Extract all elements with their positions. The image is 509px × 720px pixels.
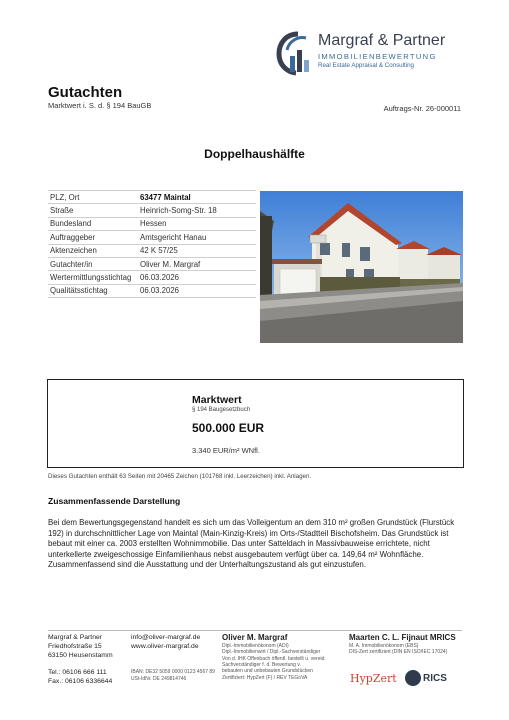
- facts-value: 63477 Maintal: [138, 191, 256, 204]
- facts-value: Heinrich-Somg-Str. 18: [138, 204, 256, 217]
- facts-value: 06.03.2026: [138, 271, 256, 284]
- facts-value: Oliver M. Margraf: [138, 257, 256, 270]
- facts-label: Auftraggeber: [48, 231, 138, 244]
- footer-expert-1-line: Dipl.-Immobilienwirt / Dipl.-Sachverständiger: [222, 649, 321, 656]
- facts-value: 06.03.2026: [138, 284, 256, 297]
- footer-expert-1-line: Sachverständiger f. d. Bewertung v.: [222, 662, 301, 669]
- footer-address: [48, 634, 113, 687]
- property-photo: [260, 191, 463, 343]
- footer-city: 63150 Heusenstamm: [48, 651, 113, 659]
- document-subtitle: Marktwert i. S. d. § 194 BauGB: [48, 101, 152, 110]
- facts-row: [48, 204, 256, 217]
- facts-label: Aktenzeichen: [48, 244, 138, 257]
- hypzert-logo: HypZert: [350, 672, 397, 685]
- object-type-heading: Doppelhaushälfte: [204, 147, 305, 161]
- facts-value: Amtsgericht Hanau: [138, 231, 256, 244]
- footer-expert-1-name: Oliver M. Margraf: [222, 633, 288, 642]
- logo-tagline: IMMOBILIENBEWERTUNG: [318, 52, 437, 61]
- document-title: Gutachten: [48, 84, 123, 101]
- footer-phone: Tel.: 06106 666 111: [48, 669, 107, 677]
- facts-row: [48, 244, 256, 257]
- market-value-title: Marktwert: [192, 394, 242, 406]
- market-value-box: [47, 379, 464, 468]
- market-value-per-sqm: 3.340 EUR/m² WNfl.: [192, 446, 260, 455]
- footer-vat: USt-IdNr. DE 249814746: [131, 675, 187, 682]
- market-value-amount: 500.000 EUR: [192, 421, 265, 435]
- footer-expert-2: [349, 634, 456, 656]
- page-count-note: Dieses Gutachten enthält 63 Seiten mit 20465 Zeichen (101768 inkl. Leerzeichen) inkl. Anlagen.: [48, 473, 312, 480]
- logo-mark-icon: [276, 30, 316, 76]
- footer-expert-1-line: bebauten und unbebauten Grundstücken: [222, 668, 313, 675]
- footer-expert-2-line: M. A. Immobilienökonom (EBS): [349, 642, 419, 649]
- facts-label: Bundesland: [48, 217, 138, 230]
- facts-row: [48, 257, 256, 270]
- summary-heading: Zusammenfassende Darstellung: [48, 496, 181, 506]
- footer-expert-1-line: Zertifiziert: HypZert (F) / REV TEGoVA: [222, 674, 308, 681]
- footer-company: Margraf & Partner: [48, 634, 103, 641]
- logo-name: Margraf & Partner: [318, 32, 446, 49]
- summary-text: Bei dem Bewertungsgegenstand handelt es sich um das Volleigentum an dem 310 m² großen Grundstück (Flurstück 192) in durchschnittlicher Lage von Maintal (Main-Kinzig-Kreis) im Orts-/Stadtteil Bischofsheim. Das Grundstück ist bebaut mit einer ca. 2003 erstellten Wohnimmobilie. Das unter Satteldach in Massivbauweise errichtete, nicht unterkellerte zweigeschossige Einfamilienhaus nebst ausgebautem verfügt über ca. 149,64 m² Wohnfläche. Zusammenfassend sind die Ausstattung und der Unterhaltungszustand als gut einzustufen.: [48, 518, 455, 570]
- facts-row: [48, 231, 256, 244]
- logo-tagline-en: Real Estate Appraisal & Consulting: [318, 62, 414, 69]
- footer-expert-2-line: DIS-Zert zertifiziert (DIN EN ISO/IEC 17024): [349, 649, 448, 656]
- footer-divider: [48, 630, 462, 631]
- facts-label: Qualitätsstichtag: [48, 284, 138, 297]
- footer-iban: IBAN: DE32 5059 0000 0123 4567 89: [131, 669, 215, 676]
- market-value-reference: § 194 Baugesetzbuch: [192, 407, 251, 413]
- rics-mark-icon: [405, 670, 421, 686]
- facts-row: [48, 271, 256, 284]
- property-facts-table: [48, 190, 256, 298]
- footer-expert-1: [222, 634, 326, 681]
- facts-label: Gutachter/in: [48, 257, 138, 270]
- footer-expert-2-name: Maarten C. L. Fijnaut MRICS: [349, 633, 456, 642]
- footer-expert-1-line: Von d. IHK Offenbach öffentl. bestellt u. vereid.: [222, 655, 326, 662]
- facts-row: [48, 217, 256, 230]
- order-number: Auftrags-Nr. 26-000011: [383, 104, 461, 113]
- footer-fax: Fax.: 06106 6336644: [48, 677, 113, 685]
- facts-value: Hessen: [138, 217, 256, 230]
- footer-email-link[interactable]: info@oliver-margraf.de: [131, 634, 201, 641]
- facts-value: 42 K 57/25: [138, 244, 256, 257]
- facts-row: [48, 284, 256, 297]
- facts-label: Straße: [48, 204, 138, 217]
- facts-row: [48, 191, 256, 204]
- rics-logo: [405, 670, 447, 686]
- facts-label: Wertermittlungsstichtag: [48, 271, 138, 284]
- facts-label: PLZ, Ort: [48, 191, 138, 204]
- footer-web-link[interactable]: www.oliver-margraf.de: [131, 642, 199, 650]
- footer-street: Friedhofstraße 15: [48, 642, 102, 650]
- footer-contact: [131, 634, 215, 682]
- company-logo: [276, 30, 476, 78]
- rics-text: RICS: [423, 672, 447, 684]
- footer-expert-1-line: Dipl.-Immobilienökonom (ADI): [222, 642, 289, 649]
